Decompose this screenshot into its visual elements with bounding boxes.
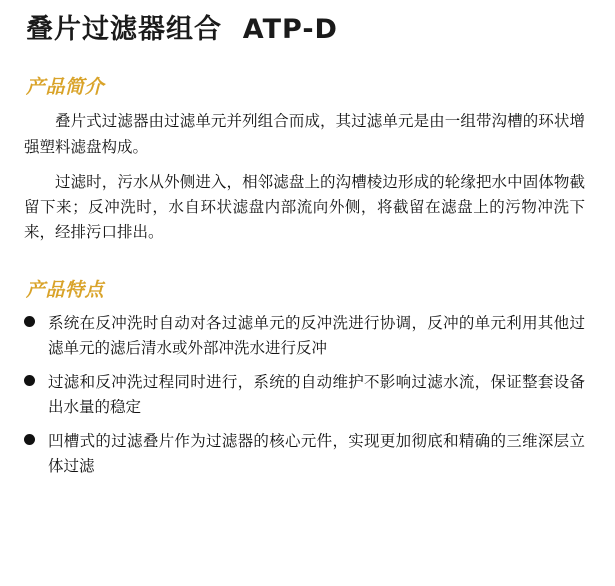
section-heading-product-features: 产品特点 <box>26 278 105 301</box>
bullet-icon <box>24 375 35 386</box>
paragraph: 过滤时，污水从外侧进入，相邻滤盘上的沟槽棱边形成的轮缘把水中固体物截留下来；反冲洗时，水自环状滤盘内部流向外侧，将截留在滤盘上的污物冲洗下来，经排污口排出。 <box>24 172 585 241</box>
document-page <box>0 14 615 586</box>
list-item <box>24 429 585 479</box>
list-item <box>24 370 585 420</box>
bullet-icon <box>24 434 35 445</box>
page-title: 叠片过滤器组合 ATP-D <box>26 14 338 45</box>
section-heading-product-intro: 产品简介 <box>26 76 105 99</box>
feature-list <box>24 311 599 480</box>
bullet-icon <box>24 316 35 327</box>
list-item-label: 过滤和反冲洗过程同时进行，系统的自动维护不影响过滤水流，保证整套设备出水量的稳定 <box>48 373 585 417</box>
list-item-label: 系统在反冲洗时自动对各过滤单元的反冲洗进行协调，反冲的单元利用其他过滤单元的滤后清水或外部冲洗水进行反冲 <box>48 313 585 358</box>
list-item-label: 凹槽式的过滤叠片作为过滤器的核心元件，实现更加彻底和精确的三维深层立体过滤 <box>48 432 585 476</box>
paragraph: 叠片式过滤器由过滤单元并列组合而成，其过滤单元是由一组带沟槽的环状增强塑料滤盘构成。 <box>24 112 585 156</box>
list-item <box>24 311 585 361</box>
